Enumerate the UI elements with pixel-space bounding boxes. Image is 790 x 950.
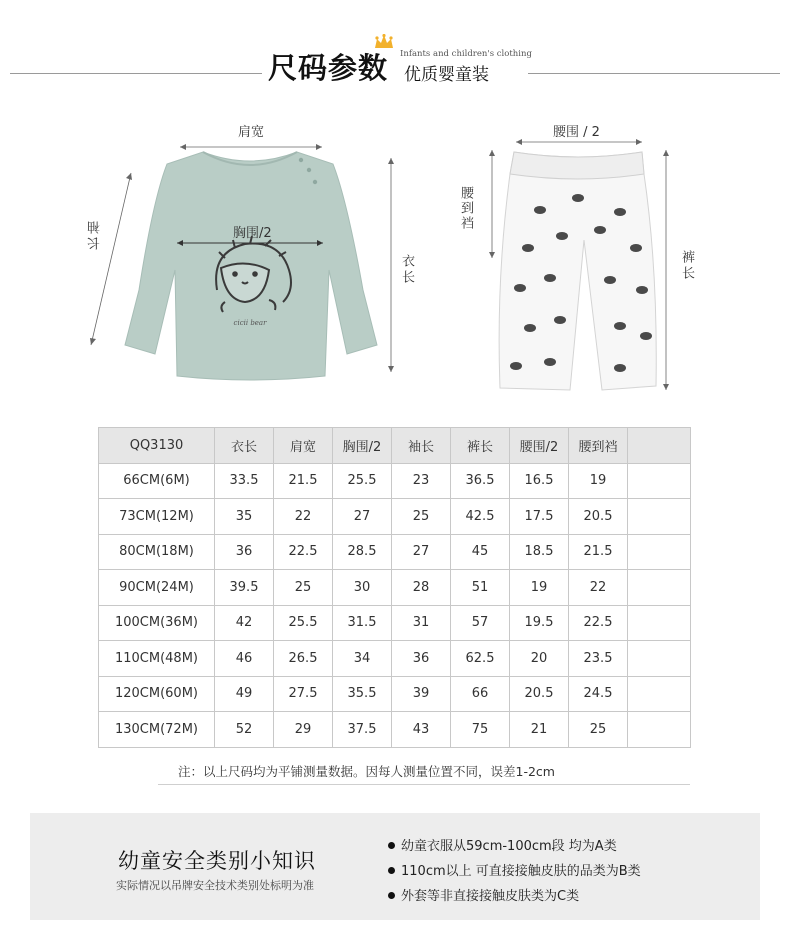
table-cell: 75 — [451, 712, 510, 748]
table-cell: 73CM(12M) — [99, 499, 215, 535]
table-cell: 66CM(6M) — [99, 463, 215, 499]
safety-item-a — [388, 835, 617, 854]
table-row — [99, 534, 691, 570]
safety-item-text: 外套等非直接接触皮肤类为C类 — [401, 889, 580, 904]
table-cell: 19.5 — [510, 605, 569, 641]
header-cell-model: QQ3130 — [99, 428, 215, 464]
header-cell-empty — [628, 428, 691, 464]
table-row — [99, 641, 691, 677]
table-cell: 90CM(24M) — [99, 570, 215, 606]
table-cell: 24.5 — [569, 676, 628, 712]
table-cell — [628, 712, 691, 748]
table-cell: 66 — [451, 676, 510, 712]
table-cell: 31 — [392, 605, 451, 641]
size-table — [98, 427, 691, 748]
sleeve-length-label: 长袖 — [88, 218, 103, 250]
table-cell: 36 — [392, 641, 451, 677]
table-cell: 62.5 — [451, 641, 510, 677]
table-cell — [628, 605, 691, 641]
table-cell: 42 — [215, 605, 274, 641]
table-cell: 27 — [392, 534, 451, 570]
table-cell: 36 — [215, 534, 274, 570]
table-cell: 35.5 — [333, 676, 392, 712]
table-cell: 30 — [333, 570, 392, 606]
shirt-length-label: 衣长 — [399, 254, 414, 286]
table-cell: 21.5 — [274, 463, 333, 499]
table-cell: 16.5 — [510, 463, 569, 499]
table-row — [99, 463, 691, 499]
table-cell: 20.5 — [510, 676, 569, 712]
table-cell: 19 — [569, 463, 628, 499]
table-cell: 22.5 — [569, 605, 628, 641]
table-cell — [628, 463, 691, 499]
note-divider — [158, 784, 690, 785]
table-cell: 110CM(48M) — [99, 641, 215, 677]
table-cell: 37.5 — [333, 712, 392, 748]
pants-diagram — [470, 130, 690, 400]
table-cell: 26.5 — [274, 641, 333, 677]
safety-knowledge-title: 幼童安全类别小知识 — [118, 849, 316, 873]
table-cell: 39 — [392, 676, 451, 712]
table-cell — [628, 570, 691, 606]
table-cell: 25.5 — [274, 605, 333, 641]
table-cell: 29 — [274, 712, 333, 748]
rise-label: 腰到裆 — [458, 186, 473, 231]
table-cell: 21 — [510, 712, 569, 748]
safety-item-text: 幼童衣服从59cm-100cm段 均为A类 — [401, 839, 617, 854]
table-cell: 130CM(72M) — [99, 712, 215, 748]
table-cell: 39.5 — [215, 570, 274, 606]
header-english-tagline: Infants and children's clothing — [400, 49, 532, 59]
safety-item-c — [388, 885, 579, 904]
table-cell: 27 — [333, 499, 392, 535]
table-cell: 51 — [451, 570, 510, 606]
header-line-left — [10, 73, 262, 74]
table-cell: 52 — [215, 712, 274, 748]
bullet-icon — [388, 867, 395, 874]
table-cell: 19 — [510, 570, 569, 606]
table-cell: 36.5 — [451, 463, 510, 499]
crown-icon — [373, 34, 395, 50]
table-cell: 27.5 — [274, 676, 333, 712]
safety-item-text: 110cm以上 可直接接触皮肤的品类为B类 — [401, 864, 641, 879]
header-cell-shoulder: 肩宽 — [274, 428, 333, 464]
chest-label: 胸围/2 — [233, 226, 272, 241]
table-cell: 21.5 — [569, 534, 628, 570]
table-row — [99, 570, 691, 606]
table-cell: 28.5 — [333, 534, 392, 570]
table-cell: 42.5 — [451, 499, 510, 535]
table-cell: 18.5 — [510, 534, 569, 570]
table-cell: 23 — [392, 463, 451, 499]
header-cell-rise: 腰到裆 — [569, 428, 628, 464]
header-line-right — [528, 73, 780, 74]
pants-length-label: 裤长 — [679, 250, 694, 282]
table-cell: 34 — [333, 641, 392, 677]
table-row — [99, 676, 691, 712]
table-cell: 20.5 — [569, 499, 628, 535]
table-cell: 17.5 — [510, 499, 569, 535]
bullet-icon — [388, 892, 395, 899]
table-cell — [628, 499, 691, 535]
table-cell: 120CM(60M) — [99, 676, 215, 712]
bullet-icon — [388, 842, 395, 849]
table-cell: 20 — [510, 641, 569, 677]
table-cell: 25 — [274, 570, 333, 606]
table-cell: 22 — [569, 570, 628, 606]
table-cell — [628, 676, 691, 712]
table-cell: 35 — [215, 499, 274, 535]
table-cell: 100CM(36M) — [99, 605, 215, 641]
table-row — [99, 712, 691, 748]
table-cell: 57 — [451, 605, 510, 641]
header-subtitle: 优质婴童装 — [404, 65, 489, 85]
table-cell: 31.5 — [333, 605, 392, 641]
table-cell: 33.5 — [215, 463, 274, 499]
header-cell-sleeve: 袖长 — [392, 428, 451, 464]
table-header-row — [99, 428, 691, 464]
waist-label: 腰围 / 2 — [553, 125, 600, 140]
table-row — [99, 499, 691, 535]
table-cell: 28 — [392, 570, 451, 606]
header-cell-waist: 腰围/2 — [510, 428, 569, 464]
svg-text:cicii bear: cicii bear — [233, 319, 267, 327]
table-cell — [628, 641, 691, 677]
measurement-note: 注：以上尺码均为平铺测量数据。因每人测量位置不同，误差1-2cm — [178, 764, 555, 779]
table-cell: 25 — [569, 712, 628, 748]
table-cell: 49 — [215, 676, 274, 712]
safety-item-b — [388, 860, 641, 879]
header-cell-pants-length: 裤长 — [451, 428, 510, 464]
table-cell: 80CM(18M) — [99, 534, 215, 570]
table-cell: 22 — [274, 499, 333, 535]
table-cell: 23.5 — [569, 641, 628, 677]
shoulder-label: 肩宽 — [238, 125, 265, 140]
page-title: 尺码参数 — [268, 51, 389, 85]
table-row — [99, 605, 691, 641]
table-cell: 25 — [392, 499, 451, 535]
safety-knowledge-subtitle: 实际情况以吊牌安全技术类别处标明为准 — [116, 879, 314, 892]
table-cell: 43 — [392, 712, 451, 748]
table-cell: 22.5 — [274, 534, 333, 570]
header-cell-chest: 胸围/2 — [333, 428, 392, 464]
table-cell: 25.5 — [333, 463, 392, 499]
header-cell-length: 衣长 — [215, 428, 274, 464]
table-cell: 46 — [215, 641, 274, 677]
shirt-diagram — [85, 140, 425, 390]
table-cell — [628, 534, 691, 570]
table-cell: 45 — [451, 534, 510, 570]
